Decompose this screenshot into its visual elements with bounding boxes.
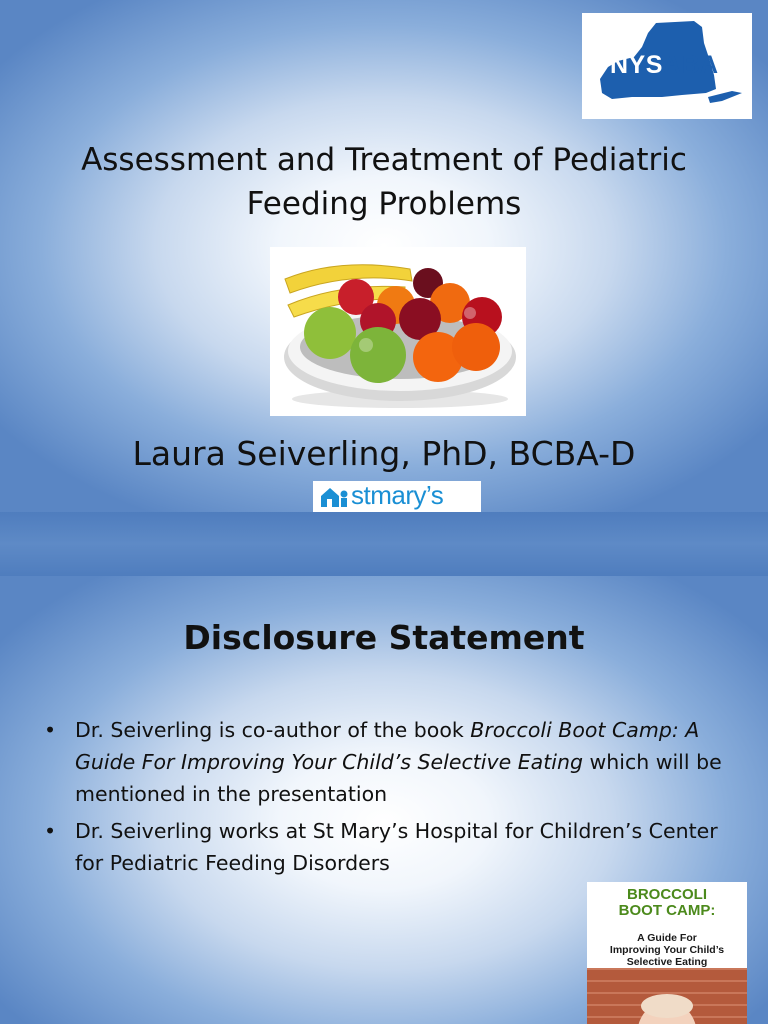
- house-family-icon: [319, 486, 351, 508]
- disclosure-slide: [0, 576, 768, 1024]
- slide-separator: [0, 512, 768, 576]
- book-subtitle-line-2: Improving Your Child’s: [609, 944, 725, 956]
- book-title-line-1: BROCCOLI: [627, 886, 707, 903]
- disclosure-item-employment: [40, 815, 730, 879]
- book-subtitle-line-3: Selective Eating: [626, 956, 708, 968]
- book-cover-title: [587, 887, 747, 919]
- title-line-2: Feeding Problems: [246, 186, 522, 222]
- disclosure-item-book: [40, 714, 730, 810]
- presenter-name: Laura Seiverling, PhD, BCBA-D: [132, 434, 636, 473]
- book-title-italic: Broccoli Boot Camp: A Guide For Improving Your Child’s Selective Eating: [75, 718, 700, 774]
- disclosure-list: [40, 714, 730, 884]
- bullet-icon: •: [44, 718, 57, 742]
- logo-text-aba: ABA: [662, 51, 719, 79]
- slide-title: [20, 138, 748, 226]
- st-marys-name: stmary’s: [351, 481, 444, 510]
- nysaba-logo-text: [610, 51, 719, 80]
- fruit-bowl-image: [270, 247, 526, 416]
- baby-face-icon: [627, 980, 707, 1024]
- title-line-1: Assessment and Treatment of Pediatric: [81, 142, 687, 178]
- nysaba-logo: [582, 13, 752, 119]
- bullet-icon: •: [44, 819, 57, 843]
- fruit-bowl-icon: [270, 247, 526, 416]
- disclosure-item-book-suffix: which will be mentioned in the presentation: [75, 750, 722, 806]
- book-title-line-2: BOOT CAMP:: [618, 902, 716, 919]
- book-cover: [587, 882, 747, 1024]
- book-cover-subtitle: [587, 932, 747, 968]
- book-subtitle-line-1: A Guide For: [637, 932, 697, 944]
- logo-text-nys: NYS: [610, 51, 663, 79]
- disclosure-item-employment-text: Dr. Seiverling works at St Mary’s Hospital for Children’s Center for Pediatric Feeding Disorders: [75, 819, 718, 875]
- disclosure-item-book-prefix: Dr. Seiverling is co-author of the book: [75, 718, 471, 742]
- disclosure-title: Disclosure Statement: [183, 618, 585, 657]
- st-marys-logo: [313, 481, 481, 512]
